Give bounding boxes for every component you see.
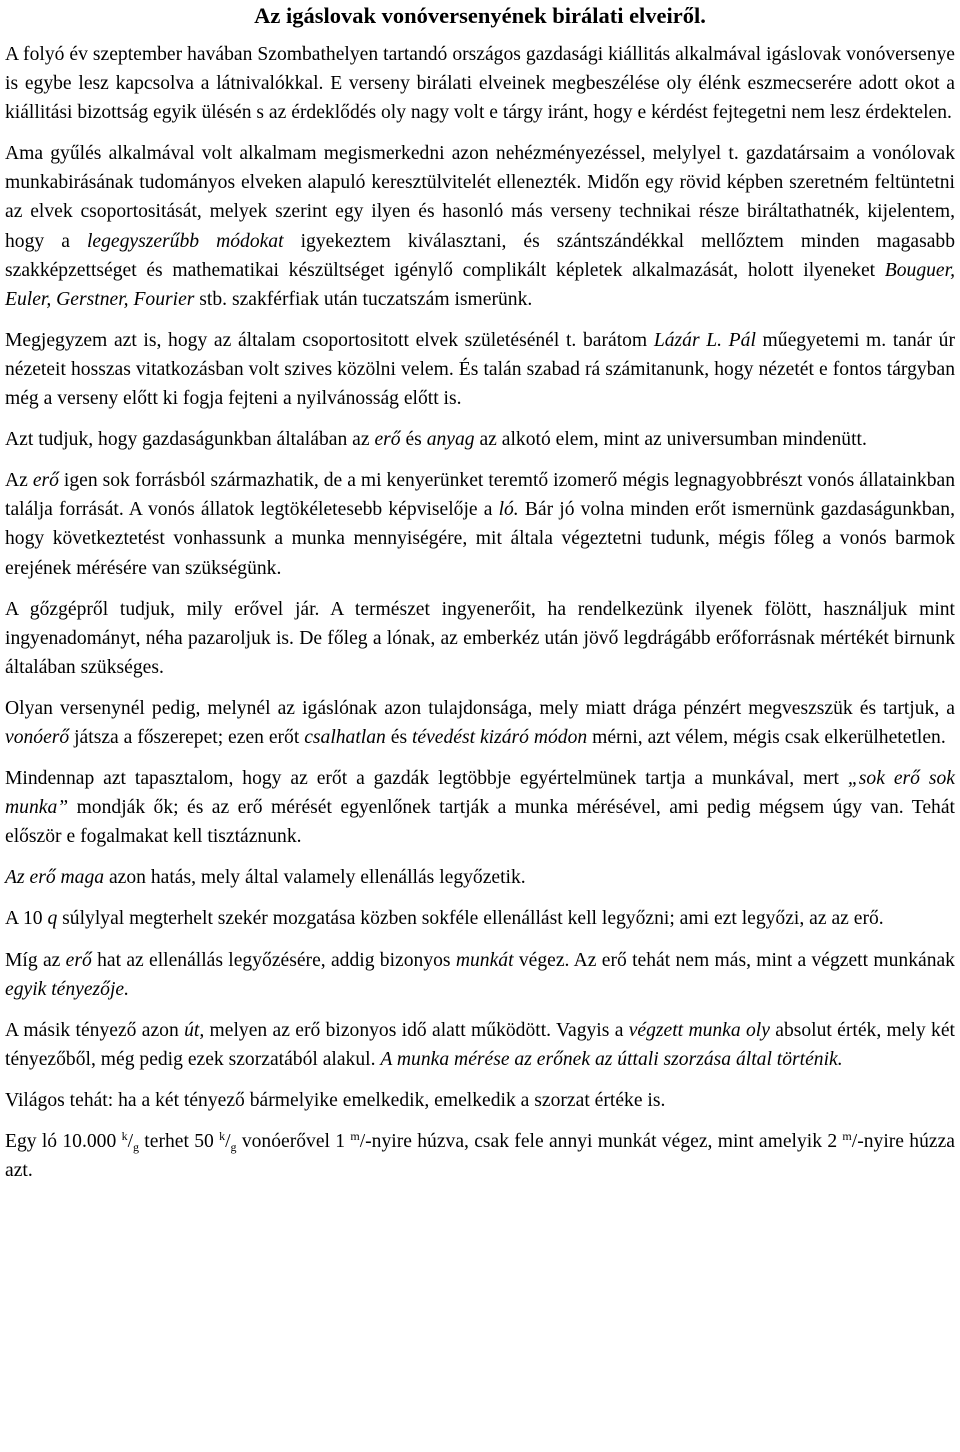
paragraph-7: Olyan versenynél pedig, melynél az igáslónak azon tulajdonsága, mely miatt drága pénzért megveszszük és tartjuk, a vonóerő játsza a főszerepet; ezen erőt csalhatlan és tévedést kizáró módon mérni, azt vélem, mégis csak elkerülhetetlen. [5, 697, 955, 748]
paragraph-12: A másik tényező azon út, melyen az erő bizonyos idő alatt működött. Vagyis a végzett munka oly absolut érték, mely két tényezőből, még pedig ezek szorzatából alakul. A munka mérése az erőnek az úttali szorzása által történik. [5, 1019, 955, 1070]
paragraph-13: Világos tehát: ha a két tényező bármelyike emelkedik, emelkedik a szorzat értéke is. [5, 1089, 666, 1111]
unit-superscript: k [121, 1129, 128, 1143]
paragraph-6: A gőzgépről tudjuk, mily erővel jár. A természet ingyenerőit, ha rendelkezünk ilyenek fölött, használjuk mint ingyenadományt, néha pazaroljuk is. De főleg a lónak, az emberkéz után jövő legdrágább erőforrásnak mértékét birnunk általában szükséges. [5, 598, 955, 678]
paragraph-4: Azt tudjuk, hogy gazdaságunkban általában az erő és anyag az alkotó elem, mint az universumban mindenütt. [5, 429, 867, 451]
unit-superscript: m [350, 1129, 360, 1143]
paragraph-8: Mindennap azt tapasztalom, hogy az erőt a gazdák legtöbbje egyértelmünek tartja a munkával, mert „sok erő sok munka” mondják ők; és az erő mérését egyenlőnek tartják a munka mérésével, ami pedig mégsem úgy van. Tehát először e fogalmakat kell tisztáznunk. [5, 768, 955, 848]
paragraph-5: Az erő igen sok forrásból származhatik, de a mi kenyerünket teremtő izomerő mégis legnagyobbrészt vonós állatainkban találja forrását. A vonós állatok legtökéletesebb képviselője a ló. Bár jó volna minden erőt ismernünk gazdaságunkban, hogy következtetést vonhassunk a munka mennyiségére, mit általa végeztetni tudunk, mégis főleg a vonós barmok erejének mérésére van szükségünk. [5, 470, 956, 579]
paragraph-9: Az erő maga azon hatás, mely által valamely ellenállás legyőzetik. [5, 867, 526, 889]
paragraph-10: A 10 q súlylyal megterhelt szekér mozgatása közben sokféle ellenállást kell legyőzni; ami ezt legyőzi, az az erő. [5, 908, 884, 930]
unit-superscript: k [219, 1129, 226, 1143]
paragraph-3: Megjegyzem azt is, hogy az általam csoportositott elvek születésénél t. barátom Lázár L. Pál műegyetemi m. tanár úr nézeteit hosszas vitatkozásban volt szives közölni velem. És talán szabad rá számitanunk, hogy nézetét e fontos tárgyban még a verseny előtt ki fogja fejteni a nyilvánosság előtt is. [5, 329, 955, 410]
unit-subscript: g [230, 1140, 237, 1154]
paragraph-2: Ama gyűlés alkalmával volt alkalmam megismerkedni azon nehézményezéssel, melylyel t. gazdatársaim a vonólovak munkabirásának tudományos elveken alapuló keresztülvitelét ellenezték. Midőn egy rövid képben szeretném feltüntetni az elvek csoportositását, melyek szerint egy ilyen és hasonló más verseny technikai része biráltathatnék, kijelentem, hogy a legegyszerűbb módokat igyekeztem kiválasztani, és szántszándékkal mellőztem minden magasabb szakképzettséget és mathematikai készültséget igénylő complikált képletek alkalmazását, holott ilyeneket Bouguer, Euler, Gerstner, Fourier stb. szakférfiak után tuczatszám ismerünk. [5, 143, 956, 310]
paragraph-11: Míg az erő hat az ellenállás legyőzésére, addig bizonyos munkát végez. Az erő tehát nem más, mint a végzett munkának egyik tényezője. [5, 949, 955, 1000]
paragraph-1: A folyó év szeptember havában Szombathelyen tartandó országos gazdasági kiállitás alkalmával igáslovak vonóversenye is egybe lesz kapcsolva a látnivalókkal. E verseny birálati elveinek megbeszélése oly élénk eszmecserére adott okot a kiállitási bizottság egyik ülésén s az érdeklődés oly nagy volt e tárgy iránt, hogy e kérdést fejtegetni nem lesz érdektelen. [5, 44, 955, 124]
unit-superscript: m [842, 1129, 852, 1143]
paragraph-14: Egy ló 10.000 $^k/_g$ terhet 50 $^k/_g$ vonóerővel 1 $^m$/-nyire húzva, csak fele annyi munkát végez, mint amelyik 2 $^m$/-nyire húzza azt. [5, 1129, 955, 1182]
document-title: Az igáslovak vonóversenyének birálati elveiről. [254, 3, 706, 28]
unit-subscript: g [133, 1140, 140, 1154]
